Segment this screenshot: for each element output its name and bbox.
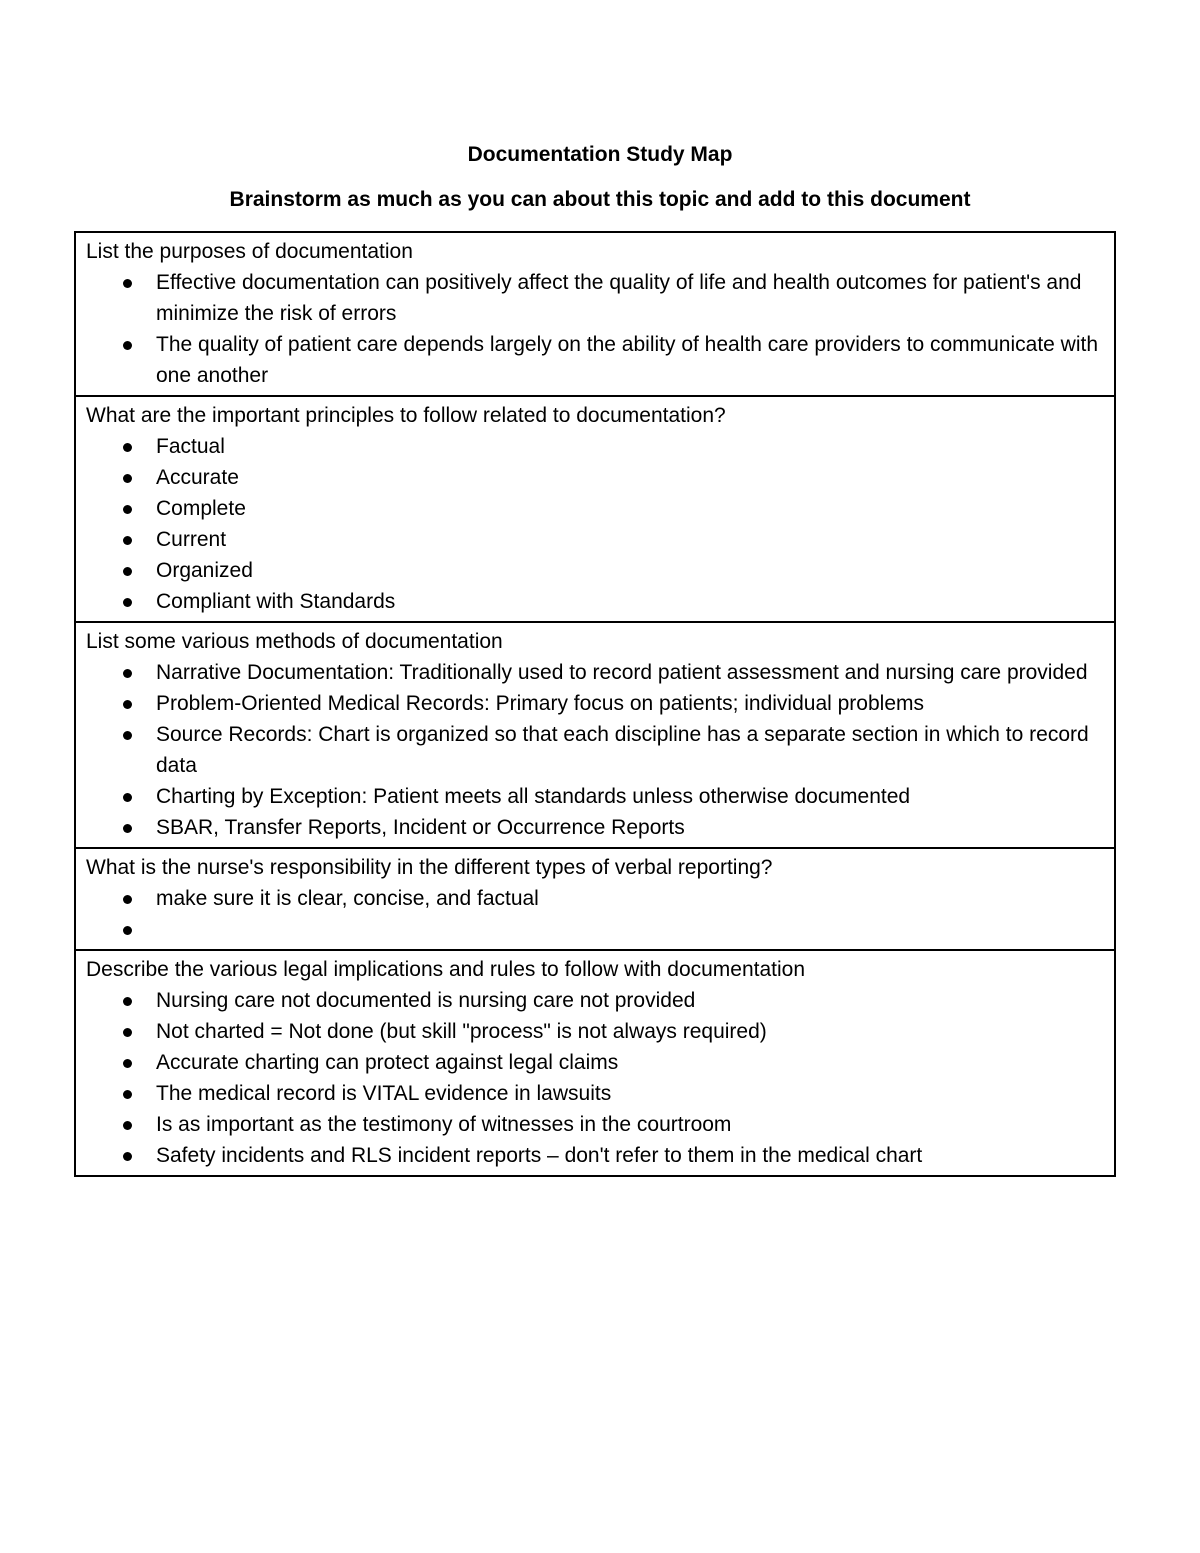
section-cell[interactable] xyxy=(75,396,1115,622)
answer-item: Not charted = Not done (but skill "process" is not always required) xyxy=(156,1016,1104,1047)
answer-list xyxy=(86,657,1104,843)
section-question: List some various methods of documentation xyxy=(86,630,503,653)
section-question: List the purposes of documentation xyxy=(86,240,413,263)
answer-item: Is as important as the testimony of witnesses in the courtroom xyxy=(156,1109,1104,1140)
section-cell[interactable] xyxy=(75,622,1115,848)
section-row-verbal-reporting xyxy=(75,848,1115,950)
answer-item: Factual xyxy=(156,431,1104,462)
section-question: What are the important principles to follow related to documentation? xyxy=(86,404,726,427)
answer-item: Safety incidents and RLS incident reports – don't refer to them in the medical chart xyxy=(156,1140,1104,1171)
answer-item: Accurate xyxy=(156,462,1104,493)
section-question: What is the nurse's responsibility in the different types of verbal reporting? xyxy=(86,856,773,879)
answer-item: Accurate charting can protect against legal claims xyxy=(156,1047,1104,1078)
answer-item: Charting by Exception: Patient meets all standards unless otherwise documented xyxy=(156,781,1104,812)
answer-item: make sure it is clear, concise, and factual xyxy=(156,883,1104,914)
document-title: Documentation Study Map xyxy=(467,143,733,166)
answer-item: Source Records: Chart is organized so that each discipline has a separate section in which to record data xyxy=(156,719,1104,781)
section-question: Describe the various legal implications and rules to follow with documentation xyxy=(86,958,806,981)
answer-item: Narrative Documentation: Traditionally used to record patient assessment and nursing care provided xyxy=(156,657,1104,688)
answer-item: Current xyxy=(156,524,1104,555)
answer-list xyxy=(86,883,1104,945)
answer-item: Effective documentation can positively affect the quality of life and health outcomes for patient's and minimize the risk of errors xyxy=(156,267,1104,329)
answer-list xyxy=(86,985,1104,1171)
answer-item: The medical record is VITAL evidence in lawsuits xyxy=(156,1078,1104,1109)
section-row-principles xyxy=(75,396,1115,622)
answer-list xyxy=(86,267,1104,391)
answer-item: Compliant with Standards xyxy=(156,586,1104,617)
answer-item: Organized xyxy=(156,555,1104,586)
answer-item: SBAR, Transfer Reports, Incident or Occurrence Reports xyxy=(156,812,1104,843)
section-row-methods xyxy=(75,622,1115,848)
study-map-table xyxy=(74,231,1116,1177)
section-row-purposes xyxy=(75,232,1115,396)
section-cell[interactable] xyxy=(75,232,1115,396)
section-row-legal xyxy=(75,950,1115,1176)
section-cell[interactable] xyxy=(75,848,1115,950)
answer-item: The quality of patient care depends largely on the ability of health care providers to communicate with one another xyxy=(156,329,1104,391)
answer-item-empty[interactable] xyxy=(156,914,1104,945)
answer-list xyxy=(86,431,1104,617)
section-cell[interactable] xyxy=(75,950,1115,1176)
document-subtitle: Brainstorm as much as you can about this topic and add to this document xyxy=(229,188,971,211)
answer-item: Complete xyxy=(156,493,1104,524)
answer-item: Problem-Oriented Medical Records: Primary focus on patients; individual problems xyxy=(156,688,1104,719)
answer-item: Nursing care not documented is nursing care not provided xyxy=(156,985,1104,1016)
